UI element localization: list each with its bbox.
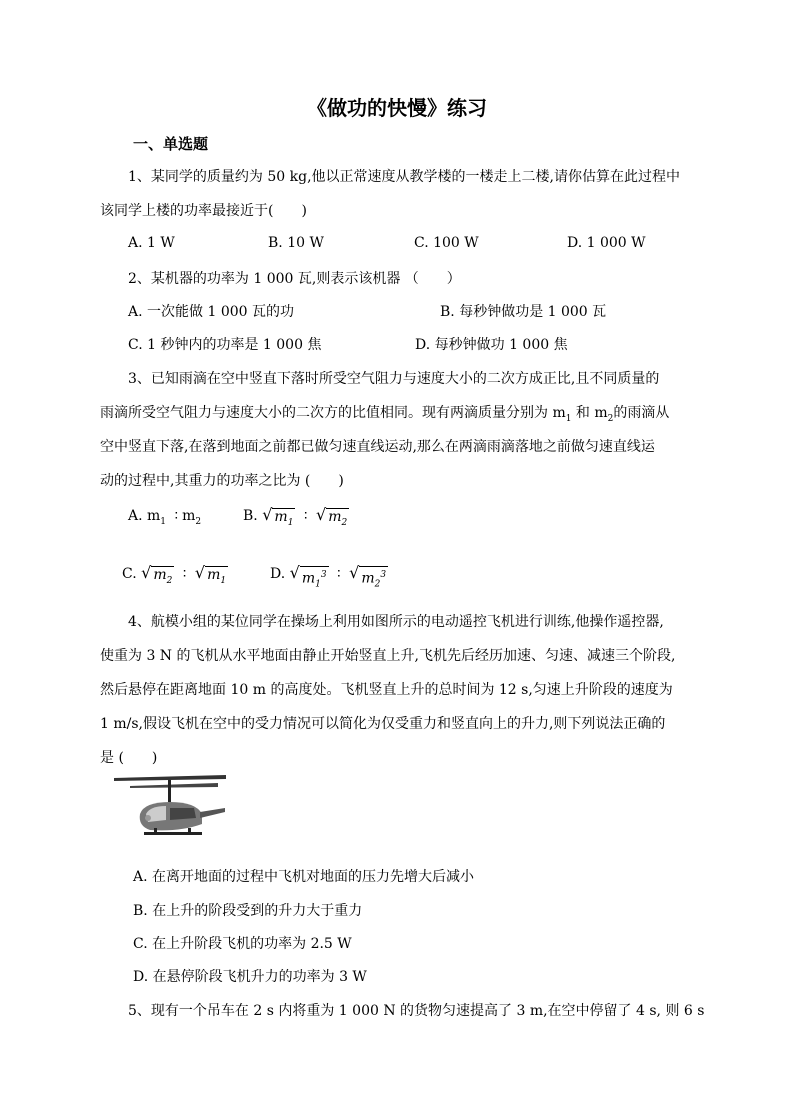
- q1-line1: 1、某同学的质量约为 50 kg,他以正常速度从教学楼的一楼走上二楼,请你估算在此过程中: [128, 169, 680, 185]
- page-title: 《做功的快慢》练习: [307, 96, 487, 120]
- q5-line1: 5、现有一个吊车在 2 s 内将重为 1 000 N 的货物匀速提高了 3 m,在空中停留了 4 s, 则 6 s: [128, 1003, 705, 1019]
- q4-line4: 1 m/s,假设飞机在空中的受力情况可以简化为仅受重力和竖直向上的升力,则下列说法正确的: [100, 716, 666, 732]
- q1-option-c: C. 100 W: [414, 235, 479, 251]
- sqrt-m2: √ $m_2$: [141, 563, 174, 589]
- q3-line3: 空中竖直下落,在落到地面之前都已做匀速直线运动,那么在两滴雨滴落地之前做匀速直线运: [100, 439, 655, 455]
- q2-option-b: B. 每秒钟做功是 1 000 瓦: [440, 304, 607, 320]
- q4-option-a: A. 在离开地面的过程中飞机对地面的压力先增大后减小: [133, 869, 475, 885]
- q4-line2: 使重为 3 N 的飞机从水平地面由静止开始竖直上升,飞机先后经历加速、匀速、减速三个阶段,: [100, 648, 676, 664]
- q4-line1: 4、航模小组的某位同学在操场上利用如图所示的电动遥控飞机进行训练,他操作遥控器,: [128, 614, 664, 630]
- sqrt-m1-cubed: √ $m_1^3$: [290, 563, 329, 592]
- q4-line5: 是 ( ): [100, 750, 158, 766]
- q3-line1: 3、已知雨滴在空中竖直下落时所受空气阻力与速度大小的二次方成正比,且不同质量的: [128, 371, 660, 387]
- q4-option-c: C. 在上升阶段飞机的功率为 2.5 W: [133, 936, 352, 952]
- q2-line1: 2、某机器的功率为 1 000 瓦,则表示该机器 （ ）: [128, 271, 461, 287]
- q1-line2: 该同学上楼的功率最接近于( ): [100, 203, 307, 219]
- sqrt-m2: √ $m_2$: [316, 505, 349, 531]
- q3-option-d: D. √ $m_1^3$ ∶ √ $m_2^3$: [270, 563, 388, 592]
- section-heading: 一、单选题: [133, 135, 209, 153]
- sqrt-m1: √ $m_1$: [262, 505, 295, 531]
- helicopter-image: [110, 772, 230, 848]
- q3-option-c: C. √ $m_2$ ∶ √ $m_1$: [122, 563, 228, 589]
- q2-option-d: D. 每秒钟做功 1 000 焦: [415, 337, 568, 353]
- q1-option-a: A. 1 W: [128, 235, 175, 251]
- sqrt-m1: √ $m_1$: [195, 563, 228, 589]
- q3-line2: 雨滴所受空气阻力与速度大小的二次方的比值相同。现有两滴质量分别为 $m_1$ 和 $m_2$的雨滴从: [100, 405, 670, 424]
- q2-option-a: A. 一次能做 1 000 瓦的功: [128, 304, 294, 320]
- q4-option-d: D. 在悬停阶段飞机升力的功率为 3 W: [133, 969, 367, 985]
- q3-option-a: A. $m_1$ ∶ $m_2$: [128, 508, 202, 527]
- q1-option-b: B. 10 W: [268, 235, 324, 251]
- q4-line3: 然后悬停在距离地面 10 m 的高度处。飞机竖直上升的总时间为 12 s,匀速上升阶段的速度为: [100, 682, 673, 698]
- q3-line4: 动的过程中,其重力的功率之比为 ( ): [100, 473, 344, 489]
- q2-option-c: C. 1 秒钟内的功率是 1 000 焦: [128, 337, 322, 353]
- q4-option-b: B. 在上升的阶段受到的升力大于重力: [133, 903, 363, 919]
- q3-option-b: B. √ $m_1$ ∶ √ $m_2$: [243, 505, 349, 531]
- q1-option-d: D. 1 000 W: [567, 235, 646, 251]
- sqrt-m2-cubed: √ $m_2^3$: [349, 563, 388, 592]
